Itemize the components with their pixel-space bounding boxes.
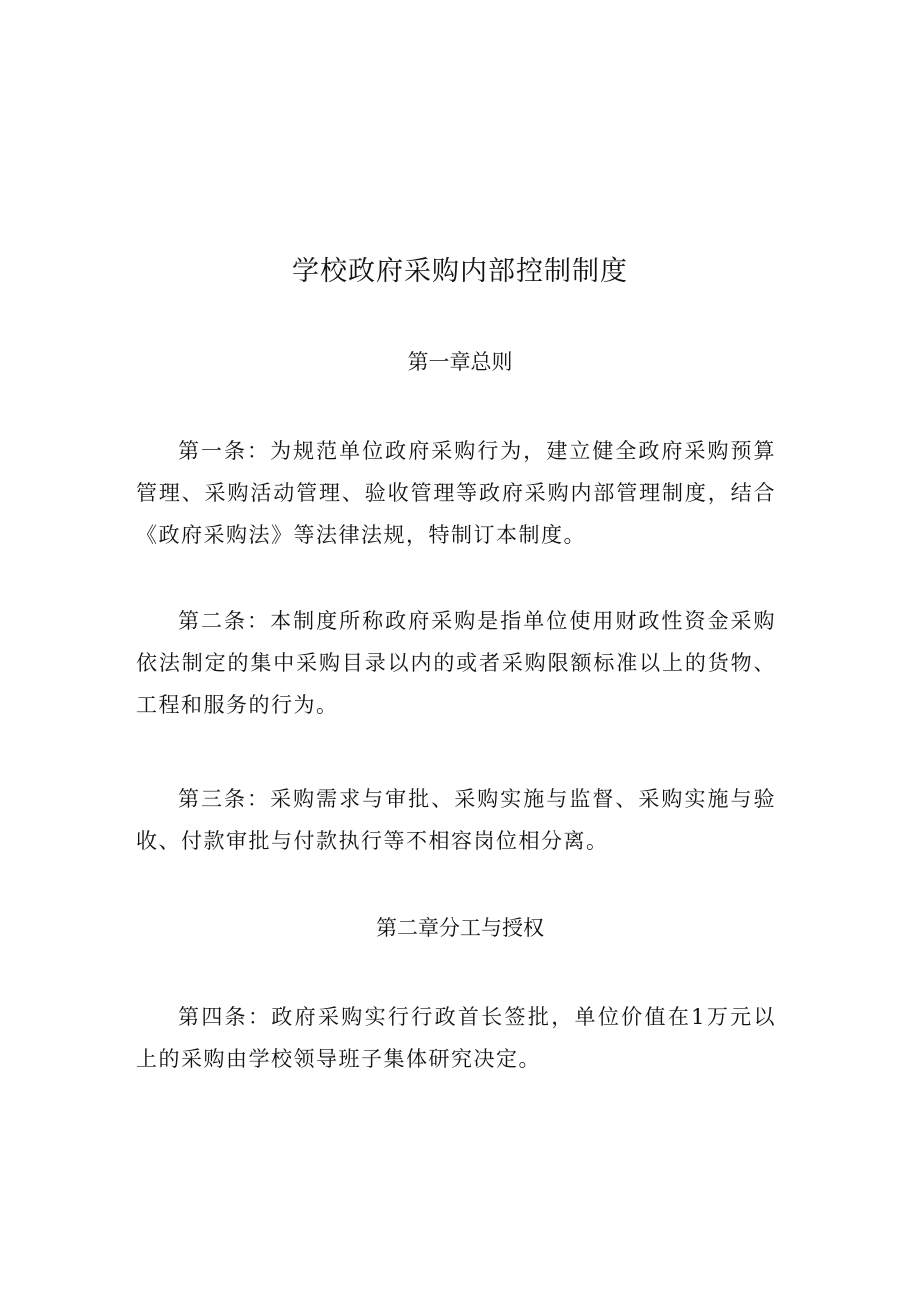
article-2: 第二条：本制度所称政府采购是指单位使用财政性资金采购依法制定的集中采购目录以内的或者采购限额标准以上的货物、工程和服务的行为。: [136, 609, 776, 717]
article-1: 第一条：为规范单位政府采购行为，建立健全政府采购预算管理、采购活动管理、验收管理等政府采购内部管理制度，结合《政府采购法》等法律法规，特制订本制度。: [136, 439, 776, 547]
chapter-heading-1: 第一章总则: [407, 350, 513, 374]
chapter-heading-2: 第二章分工与授权: [376, 916, 544, 940]
article-4: 第四条：政府采购实行行政首长签批，单位价值在1万元以上的采购由学校领导班子集体研究决定。: [136, 1005, 776, 1071]
article-3: 第三条：采购需求与审批、采购实施与监督、采购实施与验收、付款审批与付款执行等不相容岗位相分离。: [136, 787, 776, 853]
document-title: 学校政府采购内部控制制度: [292, 256, 628, 287]
